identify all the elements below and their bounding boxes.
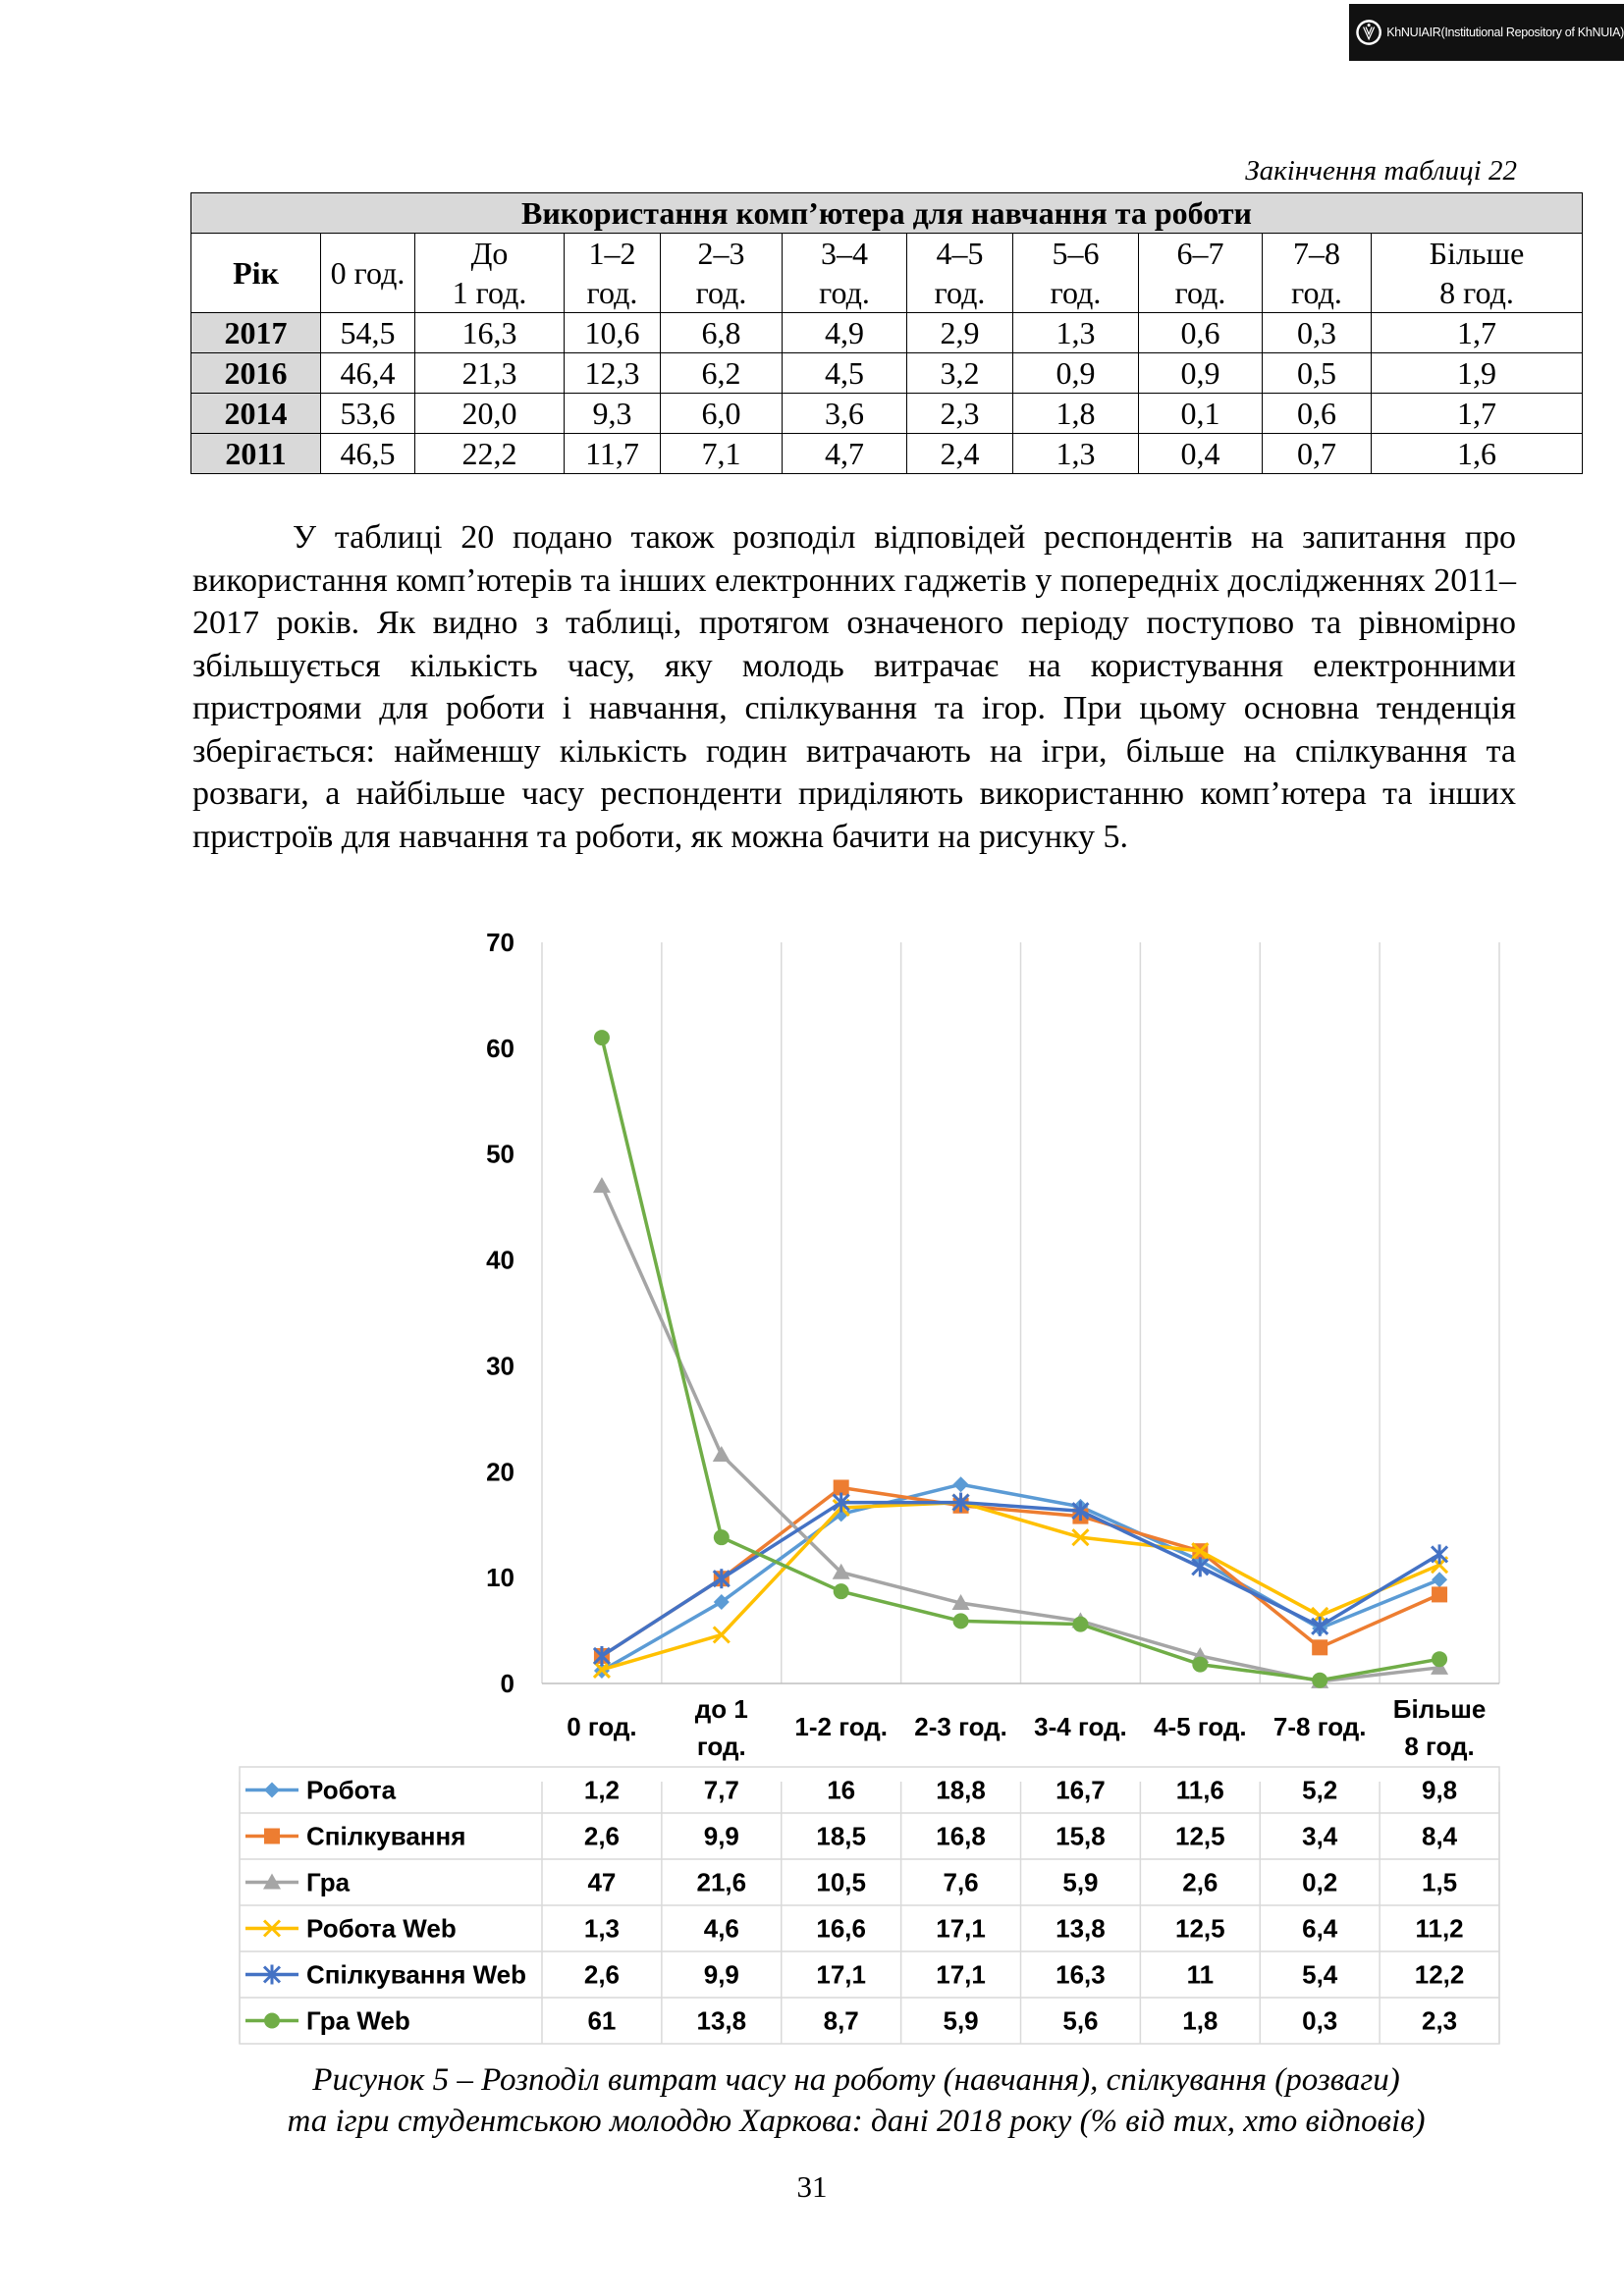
table-cell: 20,0 [415, 394, 565, 434]
data-label: 1,5 [1421, 1867, 1458, 1897]
legend-entry: Гра [306, 1867, 351, 1897]
data-label: 17,1 [936, 1913, 986, 1944]
column-header-8-line1: 7–8 [1263, 234, 1372, 274]
data-label: 11 [1186, 1959, 1215, 1990]
data-label: 6,4 [1302, 1913, 1338, 1944]
data-point [1432, 1572, 1447, 1587]
x-tick-label: до 1 [694, 1694, 748, 1724]
table-cell: 3,2 [907, 353, 1013, 394]
table-cell: 0,9 [1139, 353, 1263, 394]
x-tick-label: 0 год. [567, 1712, 637, 1741]
table-cell: 2,3 [907, 394, 1013, 434]
table-row [191, 394, 1583, 434]
y-tick-label: 40 [486, 1245, 514, 1275]
y-tick-label: 10 [486, 1563, 514, 1593]
data-label: 1,2 [583, 1775, 621, 1805]
data-label: 3,4 [1302, 1821, 1338, 1851]
data-label: 7,6 [943, 1867, 979, 1897]
body-paragraph: У таблиці 20 подано також розподіл відповідей респондентів на запитання про використання комп’ютерів та інших електронних гаджетів у попередніх дослідженнях 2011–2017 років. Як видно з таблиці, протягом означеного періоду поступово та рівномірно збільшується кількість часу, яку молодь витрачає на користування електронними пристроями для роботи і навчання, спілкування та ігор. При цьому основна тенденція зберігається: найменшу кількість годин витрачають на ігри, більше на спілкування та розваги, а найбільше часу респонденти приділяють використанню комп’ютера та інших пристроїв для навчання та роботи, як можна бачити на рисунку 5. [192, 519, 1516, 855]
data-label: 15,8 [1056, 1821, 1106, 1851]
data-label: 13,8 [696, 2005, 747, 2036]
data-label: 12,5 [1175, 1821, 1225, 1851]
legend-entry: Робота [306, 1775, 397, 1805]
figure-caption-line1: Рисунок 5 – Розподіл витрат часу на роботу (навчання), спілкування (розваги) [312, 2062, 1400, 2098]
data-label: 9,8 [1421, 1775, 1458, 1805]
table-cell: 2,9 [907, 313, 1013, 353]
x-tick-label: 4-5 год. [1154, 1712, 1247, 1741]
data-point [1072, 1617, 1088, 1632]
y-tick-label: 50 [486, 1139, 514, 1169]
data-label: 9,9 [703, 1821, 739, 1851]
column-header-2-line1: 1–2 [565, 234, 661, 274]
table-cell: 16,3 [415, 313, 565, 353]
data-label: 16,8 [936, 1821, 986, 1851]
data-label: 16 [827, 1775, 856, 1805]
data-point [593, 1177, 611, 1193]
data-label: 2,6 [1182, 1867, 1218, 1897]
data-label: 8,7 [823, 2005, 859, 2036]
column-header-3-line1: 2–3 [661, 234, 783, 274]
x-tick-label: 8 год. [1404, 1732, 1475, 1761]
row-year: 2011 [191, 434, 321, 474]
data-label: 13,8 [1056, 1913, 1106, 1944]
data-label: 16,3 [1056, 1959, 1106, 1990]
row-year: 2014 [191, 394, 321, 434]
table-cell: 54,5 [321, 313, 415, 353]
column-header-5-line2: год. [907, 273, 1013, 313]
data-label: 5,4 [1302, 1959, 1338, 1990]
data-label: 10,5 [816, 1867, 866, 1897]
data-label: 16,7 [1056, 1775, 1106, 1805]
data-point [264, 1783, 280, 1798]
legend-entry: Робота Web [306, 1913, 457, 1944]
data-label: 1,3 [583, 1913, 621, 1944]
table-title: Використання комп’ютера для навчання та роботи [191, 193, 1583, 234]
data-label: 61 [587, 2005, 617, 2036]
table-cell: 1,7 [1372, 394, 1583, 434]
table-cell: 0,7 [1263, 434, 1372, 474]
table-row [191, 353, 1583, 394]
table-cell: 1,3 [1013, 313, 1139, 353]
data-point [264, 1829, 280, 1844]
data-label: 17,1 [816, 1959, 866, 1990]
column-header-4-line2: год. [783, 273, 907, 313]
data-label: 2,6 [583, 1959, 621, 1990]
data-point [1192, 1657, 1208, 1673]
data-point [1432, 1651, 1447, 1667]
data-label: 5,9 [1062, 1867, 1099, 1897]
column-header-6-line2: год. [1013, 273, 1139, 313]
table-cell: 3,6 [783, 394, 907, 434]
data-point [1432, 1544, 1447, 1564]
table-cell: 46,5 [321, 434, 415, 474]
data-point [1192, 1557, 1208, 1576]
page-number: 31 [796, 2169, 828, 2204]
table-cell: 0,5 [1263, 353, 1372, 394]
data-label: 47 [587, 1867, 617, 1897]
figure-caption [177, 2059, 1536, 2142]
data-label: 5,9 [943, 2005, 979, 2036]
column-header-4-line1: 3–4 [783, 234, 907, 274]
data-label: 11,2 [1415, 1913, 1464, 1944]
table-cell: 4,5 [783, 353, 907, 394]
table-cell: 4,7 [783, 434, 907, 474]
table-cell: 0,6 [1139, 313, 1263, 353]
table-cell: 2,4 [907, 434, 1013, 474]
column-header-7-line2: год. [1139, 273, 1263, 313]
table-cell: 6,2 [661, 353, 783, 394]
table-cell: 10,6 [565, 313, 661, 353]
data-label: 4,6 [703, 1913, 739, 1944]
table-cell: 53,6 [321, 394, 415, 434]
table-cell: 6,0 [661, 394, 783, 434]
university-seal-icon [1355, 10, 1382, 55]
table-cell: 1,9 [1372, 353, 1583, 394]
data-label: 9,9 [703, 1959, 739, 1990]
data-label: 17,1 [936, 1959, 986, 1990]
data-point [594, 1030, 610, 1045]
table-cell: 1,6 [1372, 434, 1583, 474]
table-cell: 1,3 [1013, 434, 1139, 474]
column-header-2-line2: год. [565, 273, 661, 313]
data-label: 18,5 [816, 1821, 866, 1851]
column-header-5-line1: 4–5 [907, 234, 1013, 274]
data-point [1312, 1639, 1327, 1655]
data-label: 0,3 [1302, 2005, 1338, 2036]
table-cell: 46,4 [321, 353, 415, 394]
table-row [191, 434, 1583, 474]
table-cell: 21,3 [415, 353, 565, 394]
data-label: 11,6 [1175, 1775, 1224, 1805]
table-cell: 7,1 [661, 434, 783, 474]
y-tick-label: 20 [486, 1457, 514, 1487]
column-header-0: 0 год. [321, 234, 415, 313]
column-header-1-line2: 1 год. [415, 273, 565, 313]
repository-logo [1349, 4, 1624, 61]
data-label: 1,8 [1182, 2005, 1218, 2036]
y-tick-label: 70 [486, 928, 514, 957]
column-header-7-line1: 6–7 [1139, 234, 1263, 274]
x-tick-label: Більше [1392, 1694, 1487, 1724]
x-tick-label: год. [696, 1732, 746, 1761]
x-tick-label: 7-8 год. [1272, 1712, 1367, 1741]
legend-entry: Спілкування Web [306, 1959, 527, 1990]
column-header-1-line1: До [415, 234, 565, 274]
data-label: 16,6 [816, 1913, 866, 1944]
data-point [1432, 1586, 1447, 1602]
table-cell: 1,7 [1372, 313, 1583, 353]
table-cell: 0,9 [1013, 353, 1139, 394]
table-cell: 6,8 [661, 313, 783, 353]
legend-entry: Спілкування [306, 1821, 466, 1851]
data-label: 5,6 [1062, 2005, 1099, 2036]
year-header: Рік [191, 234, 321, 313]
legend-entry: Гра Web [306, 2005, 410, 2036]
repository-logo-text: KhNUIAIR(Institutional Repository of KhNUIA) [1386, 26, 1624, 39]
data-point [714, 1529, 730, 1545]
y-tick-label: 30 [486, 1351, 514, 1381]
row-year: 2017 [191, 313, 321, 353]
table-cell: 22,2 [415, 434, 565, 474]
data-label: 8,4 [1421, 1821, 1458, 1851]
table-cell: 4,9 [783, 313, 907, 353]
data-label: 18,8 [936, 1775, 986, 1805]
data-point [953, 1476, 969, 1492]
table-cell: 1,8 [1013, 394, 1139, 434]
data-point [264, 2013, 280, 2029]
row-year: 2016 [191, 353, 321, 394]
x-tick-label: 1-2 год. [794, 1712, 888, 1741]
data-label: 2,3 [1421, 2005, 1458, 2036]
y-tick-label: 60 [486, 1033, 514, 1063]
data-label: 12,2 [1414, 1959, 1465, 1990]
data-point [713, 1446, 731, 1462]
table-cell: 12,3 [565, 353, 661, 394]
data-label: 5,2 [1302, 1775, 1338, 1805]
table-cell: 0,3 [1263, 313, 1372, 353]
column-header-9-line2: 8 год. [1372, 273, 1583, 313]
data-point [1312, 1673, 1327, 1688]
data-point [953, 1613, 969, 1629]
data-point [834, 1583, 849, 1599]
table-row [191, 313, 1583, 353]
table-cell: 0,6 [1263, 394, 1372, 434]
data-label: 12,5 [1175, 1913, 1225, 1944]
column-header-9-line1: Більше [1372, 234, 1583, 274]
computer-usage-table [190, 192, 1583, 474]
data-label: 0,2 [1302, 1867, 1338, 1897]
column-header-8-line2: год. [1263, 273, 1372, 313]
column-header-3-line2: год. [661, 273, 783, 313]
time-distribution-chart [238, 923, 1514, 2052]
x-tick-label: 2-3 год. [914, 1712, 1007, 1741]
data-label: 2,6 [583, 1821, 621, 1851]
x-tick-label: 3-4 год. [1034, 1712, 1127, 1741]
data-label: 7,7 [703, 1775, 739, 1805]
y-tick-label: 0 [500, 1669, 514, 1698]
table-cell: 0,4 [1139, 434, 1263, 474]
table-cell: 0,1 [1139, 394, 1263, 434]
table-cell: 11,7 [565, 434, 661, 474]
table-continuation-caption: Закінчення таблиці 22 [1245, 155, 1517, 187]
table-cell: 9,3 [565, 394, 661, 434]
figure-caption-line2: та ігри студентською молоддю Харкова: дані 2018 року (% від тих, хто відповів) [287, 2104, 1426, 2139]
column-header-6-line1: 5–6 [1013, 234, 1139, 274]
data-label: 21,6 [696, 1867, 747, 1897]
